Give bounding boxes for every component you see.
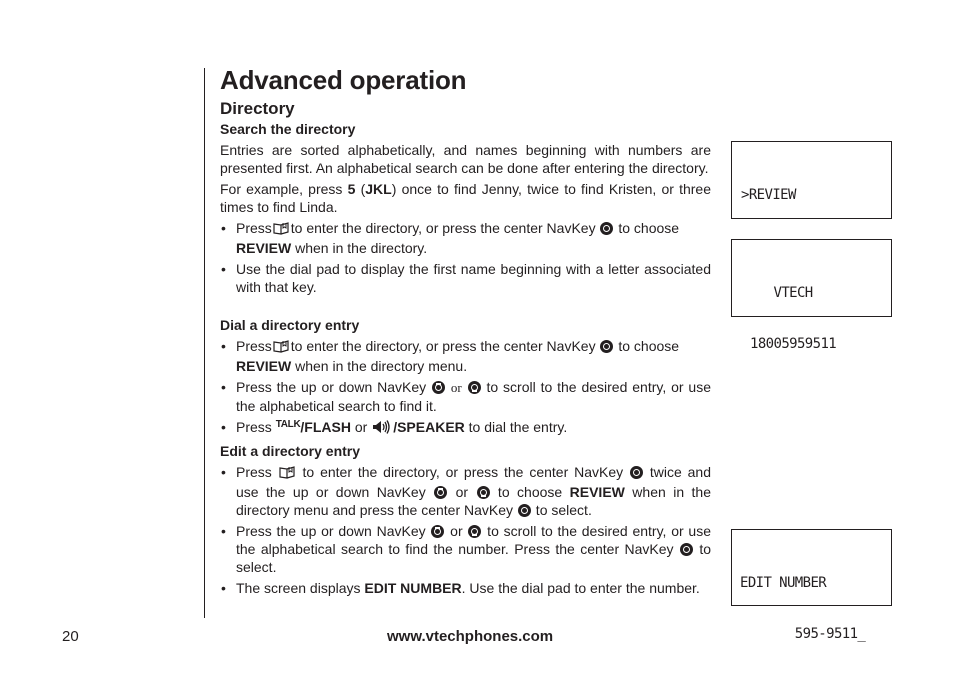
- list-item: [220, 522, 711, 576]
- section-heading: Directory: [220, 99, 295, 118]
- dial-heading: Dial a directory entry: [220, 317, 360, 333]
- list-item: [220, 378, 711, 415]
- edit-heading: Edit a directory entry: [220, 443, 361, 459]
- text: twice and use the up or down NavKey: [236, 464, 712, 500]
- navkey-center-icon: [600, 340, 613, 353]
- text: (: [355, 181, 366, 197]
- navkey-up-icon: [434, 486, 447, 499]
- vertical-rule: [204, 68, 205, 618]
- review-label: REVIEW: [236, 358, 292, 374]
- text: ) once to find Jenny, twice to find Kristen, or three times to find Linda.: [220, 181, 712, 215]
- footer-url[interactable]: www.vtechphones.com: [387, 628, 554, 645]
- lcd-screen-entry: [731, 239, 892, 352]
- book-icon: [273, 221, 290, 239]
- list-item: [220, 337, 711, 375]
- navkey-center-icon: [518, 504, 531, 517]
- speaker-icon: [372, 420, 392, 438]
- search-bullets: [220, 219, 711, 296]
- text: or: [350, 419, 372, 435]
- text: to select.: [531, 502, 592, 518]
- text: to choose: [618, 220, 680, 236]
- navkey-up-icon: [432, 381, 445, 394]
- review-label: REVIEW: [569, 484, 625, 500]
- book-icon: [273, 339, 290, 357]
- navkey-center-icon: [600, 222, 613, 235]
- talk-key-icon: TALK: [275, 419, 301, 430]
- text: Press: [236, 419, 276, 435]
- lcd-screen-review: [731, 141, 892, 219]
- flash-label: /FLASH: [300, 419, 351, 435]
- page-title: Advanced operation: [220, 65, 467, 95]
- lcd-line-2: 18005959511: [750, 336, 837, 352]
- text: to enter the directory, or press the center NavKey: [290, 338, 596, 354]
- navkey-up-icon: [431, 525, 444, 538]
- navkey-down-icon: [468, 525, 481, 538]
- page-number: 20: [62, 628, 79, 645]
- text: or: [448, 484, 476, 500]
- text: to choose: [490, 484, 570, 500]
- text: The screen displays: [236, 580, 365, 596]
- lcd-line-1: VTECH: [750, 285, 813, 301]
- edit-number-label: EDIT NUMBER: [364, 580, 462, 596]
- text: to scroll to the desired entry, or use the alphabetical search to find the number. Press the center NavKey: [236, 523, 711, 557]
- lcd-line-2: 595-9511_: [740, 626, 866, 642]
- navkey-center-icon: [630, 466, 643, 479]
- text: when in the directory.: [291, 240, 428, 256]
- key-letters: JKL: [365, 181, 392, 197]
- navkey-down-icon: [468, 381, 481, 394]
- text: Press: [236, 464, 272, 480]
- text: Press: [236, 220, 272, 236]
- text: to choose: [618, 338, 680, 354]
- text: or: [450, 380, 462, 395]
- list-item: [220, 418, 711, 439]
- list-item: [220, 579, 711, 597]
- navkey-down-icon: [477, 486, 490, 499]
- text: when in the directory menu.: [291, 358, 468, 374]
- text: Press the up or down NavKey: [236, 379, 427, 395]
- lcd-line-1: EDIT NUMBER: [740, 575, 827, 591]
- lcd-screen-edit-number: [731, 529, 892, 642]
- navkey-center-icon: [680, 543, 693, 556]
- search-heading: Search the directory: [220, 121, 356, 137]
- text: or: [445, 523, 468, 539]
- text: to enter the directory, or press the center NavKey: [296, 464, 624, 480]
- lcd-line-1: >REVIEW: [741, 187, 796, 203]
- edit-bullets: [220, 463, 711, 597]
- text: to dial the entry.: [464, 419, 568, 435]
- list-item: • Use the dial pad to display the first name beginning with a letter associated with that key.: [220, 260, 711, 296]
- page-content: [220, 64, 711, 600]
- search-paragraph-1: Entries are sorted alphabetically, and names beginning with numbers are presented first. An alphabetical search can be done after entering the directory.: [220, 142, 711, 176]
- text: to select.: [236, 541, 711, 575]
- text: to enter the directory, or press the center NavKey: [290, 220, 596, 236]
- text: Press: [236, 338, 272, 354]
- dial-bullets: [220, 337, 711, 439]
- search-paragraph-2: [220, 180, 711, 216]
- book-icon: [279, 465, 296, 483]
- text: to scroll to the desired entry, or use the alphabetical search to find it.: [236, 379, 711, 414]
- speaker-label: /SPEAKER: [393, 419, 465, 435]
- key-5: 5: [347, 181, 356, 197]
- text: For example, press: [220, 181, 348, 197]
- review-label: REVIEW: [236, 240, 292, 256]
- list-item: [220, 219, 711, 257]
- list-item: [220, 463, 711, 519]
- text: when in the directory menu and press the center NavKey: [236, 484, 712, 518]
- text: . Use the dial pad to enter the number.: [461, 580, 700, 596]
- text: Press the up or down NavKey: [236, 523, 426, 539]
